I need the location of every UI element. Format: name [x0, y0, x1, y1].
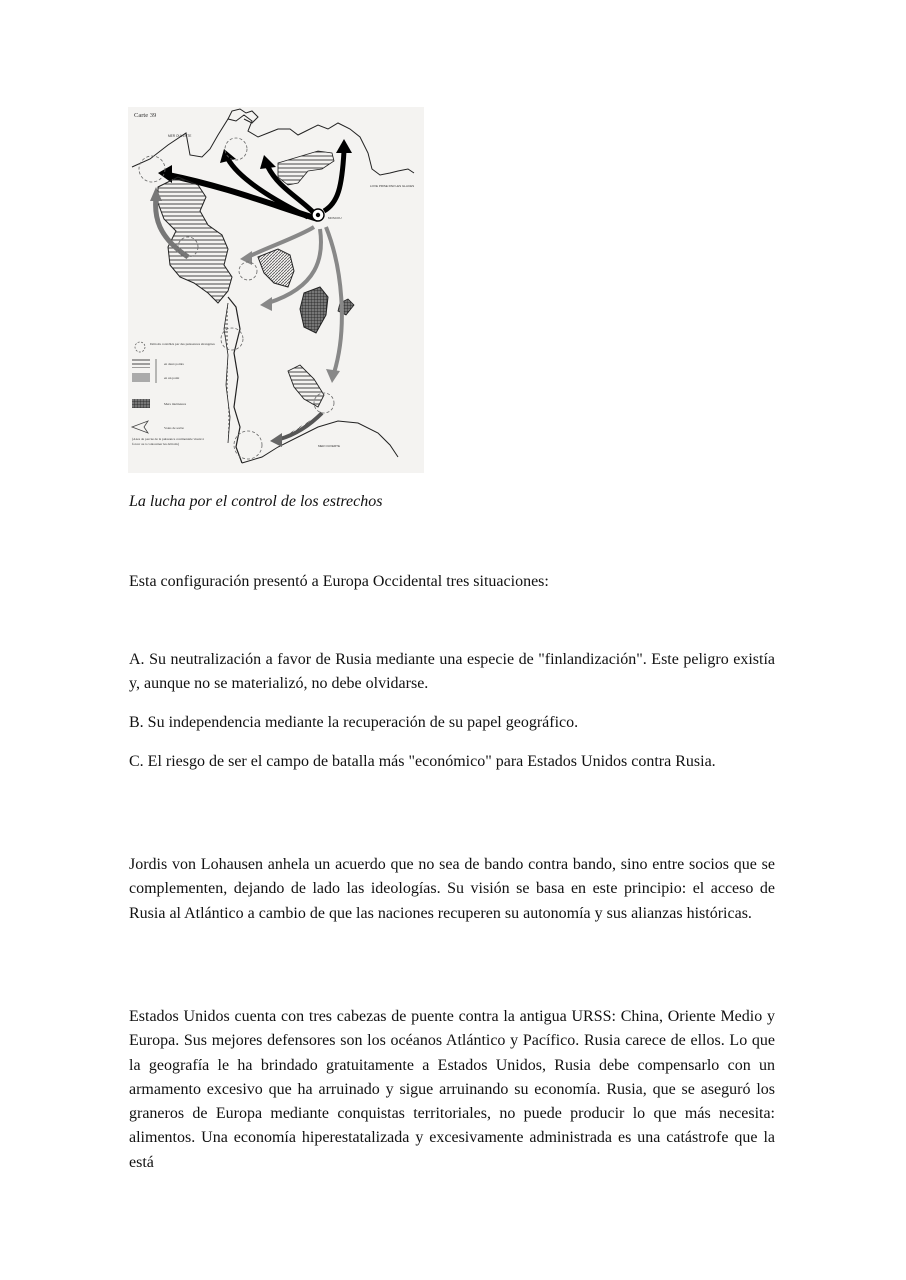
label-moscow: MOSCOU — [328, 216, 342, 220]
paragraph-lohausen: Jordis von Lohausen anhela un acuerdo que no sea de bando contra bando, sino entre socios que se complementen, dejando de lado las ideologías. Su visión se basa en este principio: el acceso de Rusia al Atlántico a cambio de que las naciones recuperen su autonomía y sus alianzas históricas. — [129, 856, 775, 922]
straits-map-image — [128, 107, 424, 473]
map-figure — [128, 107, 424, 473]
legend-note: (Axes de percée de la puissance continentale visant à forcer ou à contourner les détroits) — [132, 437, 204, 446]
legend-two-points: en deux points — [164, 362, 184, 366]
label-open-sea-south: MER OUVERTE — [318, 444, 340, 448]
label-open-sea-north: MER OUVERTE — [168, 134, 192, 138]
legend-straits: Détroits contrôlés par des puissances étrangères — [150, 342, 215, 346]
legend-one-point: en un point — [164, 376, 180, 380]
legend-inner-seas: Mers intérieures — [164, 402, 187, 406]
legend-exit-routes: Voies de sortie — [164, 426, 184, 430]
label-ice-bound: LOVE PRISE PAR LES GLACES — [370, 184, 415, 188]
paragraph-usa-bridgeheads: Estados Unidos cuenta con tres cabezas de puente contra la antigua URSS: China, Oriente Medio y Europa. Sus mejores defensores son los océanos Atlántico y Pacífico. Rusia carece de ellos. Lo que la geografía le ha brindado gratuitamente a Estados Unidos, Rusia debe compensarlo con un armamento excesivo que ha arruinado y sigue arruinando su economía. Rusia, que se aseguró los graneros de Europa mediante conquistas territoriales, no puede producir lo que más necesita: alimentos. Una economía hiperestatalizada y excesivamente administrada es una catástrofe que la está — [129, 1008, 775, 1171]
figure-caption: La lucha por el control de los estrechos — [129, 493, 383, 510]
list-item-b: B. Su independencia mediante la recuperación de su papel geográfico. — [129, 714, 579, 731]
intro-paragraph: Esta configuración presentó a Europa Occidental tres situaciones: — [129, 573, 549, 590]
list-item-c: C. El riesgo de ser el campo de batalla más "económico" para Estados Unidos contra Rusia. — [129, 753, 716, 770]
map-label: Carte 39 — [134, 112, 157, 119]
list-item-a: A. Su neutralización a favor de Rusia mediante una especie de "finlandización". Este peligro existía y, aunque no se materializó, no debe olvidarse. — [129, 651, 775, 693]
